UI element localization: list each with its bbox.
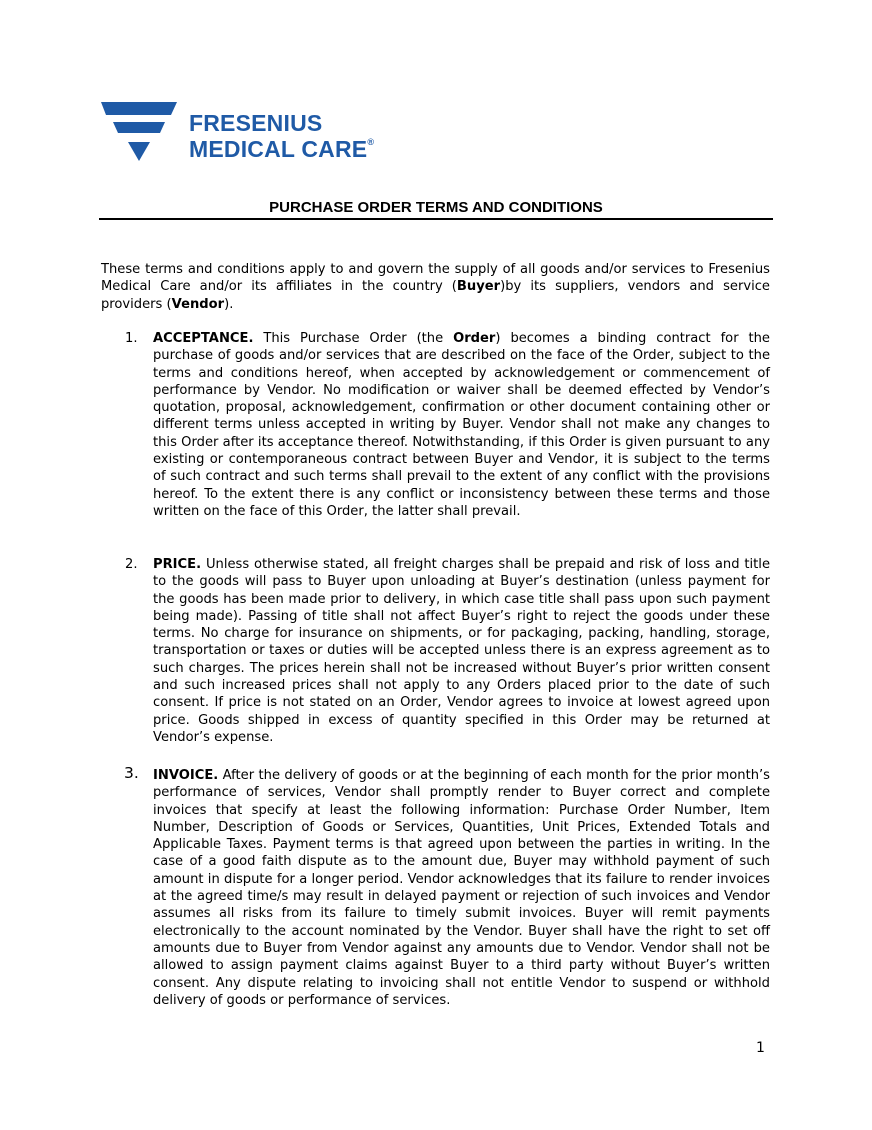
page-number: 1 [756, 1040, 765, 1056]
intro-paragraph [101, 261, 770, 313]
intro-text: )by its suppliers, vendors and service providers ( [101, 279, 770, 312]
page-title: PURCHASE ORDER TERMS AND CONDITIONS [269, 199, 603, 216]
title-divider [99, 218, 773, 220]
company-logo [101, 100, 381, 164]
clause-price [153, 556, 770, 746]
logo-line-2: MEDICAL CARE [189, 136, 368, 162]
order-term: Order [453, 331, 496, 346]
clause-text: After the delivery of goods or at the beginning of each month for the prior month’s performance of services, Vendor shall promptly render to Buyer correct and complete invoices that specify at least the following information: Purchase Order Number, Item Number, Description of Goods or Services, Quantities, Unit Prices, Extended Totals and Applicable Taxes. Payment terms is that agreed upon between the parties in writing. In the case of a good faith dispute as to the amount due, Buyer may withhold payment of such amount in dispute for a longer period. Vendor acknowledges that its failure to render invoices at the agreed time/s may result in delayed payment or rejection of such invoices and Vendor assumes all risks from its failure to timely submit invoices. Buyer will remit payments electronically to the account nominated by the Vendor. Buyer shall have the right to set off amounts due to Buyer from Vendor against any amounts due to Vendor. Vendor shall not be allowed to assign payment claims against Buyer to a third party without Buyer’s written consent. Any dispute relating to invoicing shall not entitle Vendor to suspend or withhold delivery of goods or performance of services. [153, 768, 770, 1008]
clause-heading: INVOICE. [153, 768, 219, 783]
clause-heading: PRICE. [153, 557, 202, 572]
intro-text: ). [224, 296, 234, 312]
logo-wordmark [189, 110, 374, 162]
vendor-term: Vendor [171, 296, 225, 312]
clause-invoice [153, 767, 770, 1009]
clause-text: Unless otherwise stated, all freight charges shall be prepaid and risk of loss and title to the goods will pass to Buyer upon unloading at Buyer’s destination (unless payment for the goods has been made prior to delivery, in which case title shall pass upon such payment being made). Passing of title shall not affect Buyer’s right to reject the goods under these terms. No charge for insurance on shipments, or for packaging, packing, handling, storage, transportation or taxes or duties will be accepted unless there is an express agreement as to such charges. The prices herein shall not be increased without Buyer’s prior written consent and such increased prices shall not apply to any Orders placed prior to the date of such consent. If price is not stated on an Order, Vendor agrees to invoice at lowest agreed upon price. Goods shipped in excess of quantity specified in this Order may be returned at Vendor’s expense. [153, 557, 770, 745]
clause-text: ) becomes a binding contract for the purchase of goods and/or services that are described on the face of the Order, subject to the terms and conditions hereof, when accepted by acknowledgement or commencement of performance by Vendor. No modification or waiver shall be deemed effected by Vendor’s quotation, proposal, acknowledgement, confirmation or other document containing other or different terms unless accepted in writing by Buyer. Vendor shall not make any changes to this Order after its acceptance thereof. Notwithstanding, if this Order is given pursuant to any existing or contemporaneous contract between Buyer and Vendor, it is subject to the terms of such contract and such terms shall prevail to the extent of any conflict with the provisions hereof. To the extent there is any conflict or inconsistency between these terms and those written on the face of this Order, the latter shall prevail. [153, 331, 770, 519]
logo-line-1: FRESENIUS [189, 110, 323, 136]
clause-acceptance [153, 330, 770, 520]
clause-number: 2. [125, 557, 138, 572]
clause-heading: ACCEPTANCE. [153, 331, 254, 346]
fresenius-logo-icon [101, 100, 177, 162]
clause-number: 1. [125, 331, 138, 346]
buyer-term: Buyer [456, 279, 501, 295]
intro-text: These terms and conditions apply to and govern the supply of all goods and/or services to Fresenius Medical Care and/or its affiliates in the country ( [101, 262, 770, 295]
clause-number: 3. [124, 764, 139, 782]
registered-mark: ® [367, 137, 375, 147]
clause-text: This Purchase Order (the [253, 331, 454, 346]
